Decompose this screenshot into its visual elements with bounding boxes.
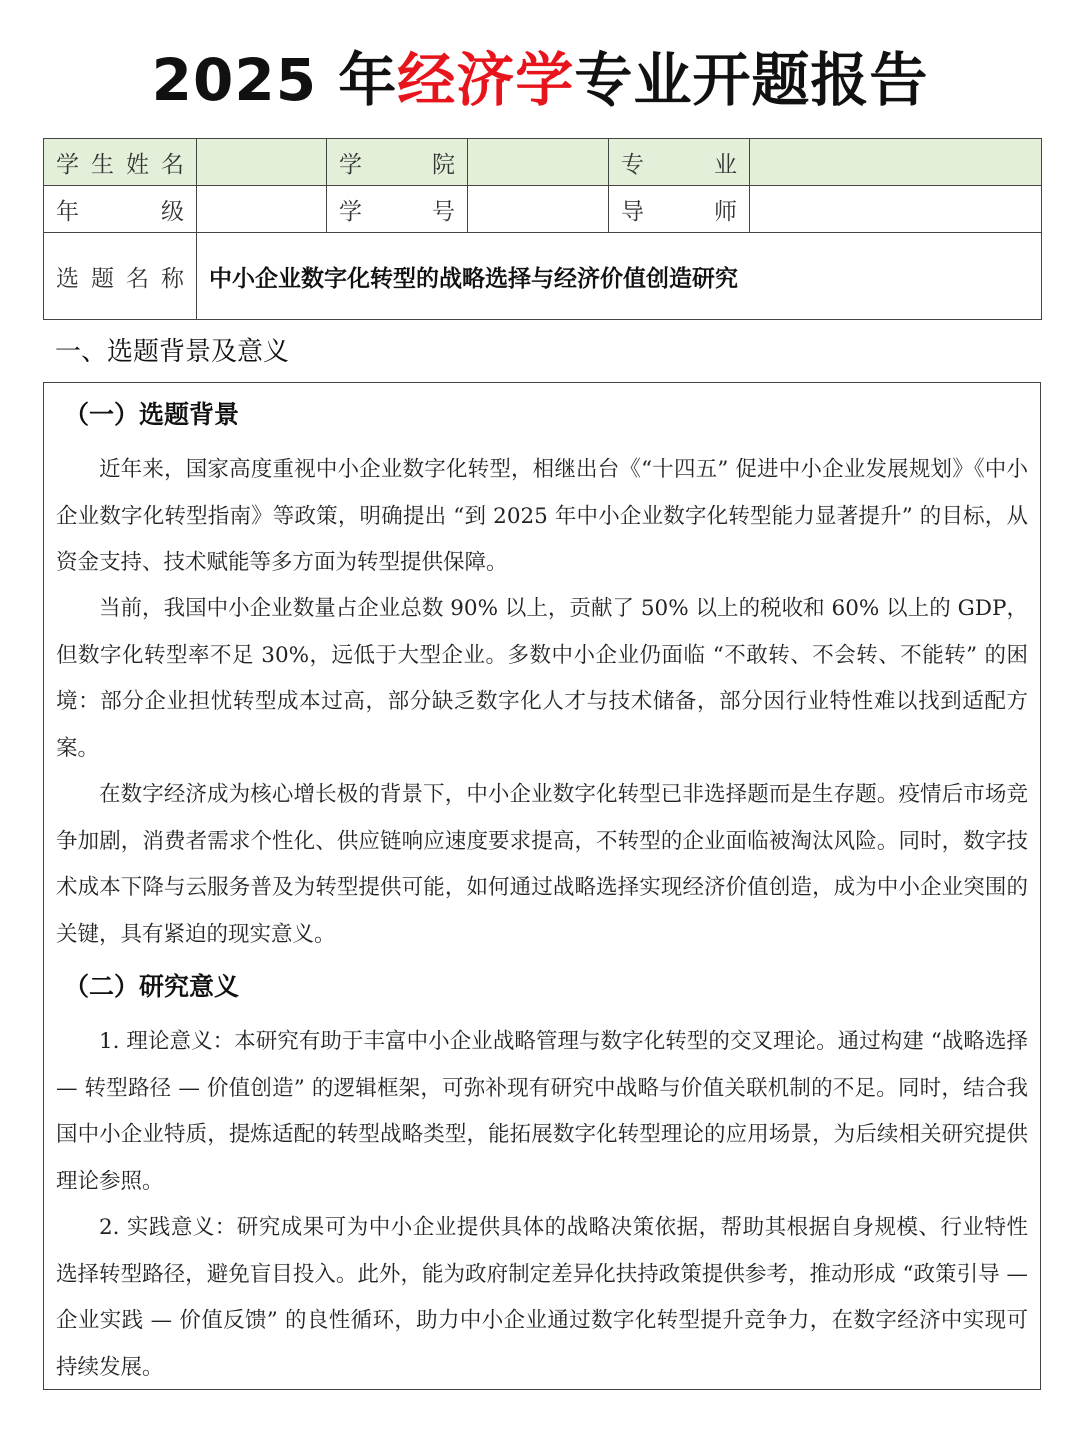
paragraph-practice: 2. 实践意义：研究成果可为中小企业提供具体的战略决策依据，帮助其根据自身规模、行业特性选择转型路径，避免盲目投入。此外，能为政府制定差异化扶持政策提供参考，推动形成 “政策引导 — 企业实践 — 价值反馈” 的良性循环，助力中小企业通过数字化转型提升竞争力，在数字经济中实现可持续发展。: [56, 1215, 1028, 1380]
title-rest: 专业开题报告: [574, 46, 929, 114]
info-table: [43, 138, 1042, 320]
info-row-1: [44, 139, 1042, 186]
paragraph-theory: 1. 理论意义：本研究有助于丰富中小企业战略管理与数字化转型的交叉理论。通过构建 “战略选择 — 转型路径 — 价值创造” 的逻辑框架，可弥补现有研究中战略与价值关联机制的不足。同时，结合我国中小企业特质，提炼适配的转型战略类型，能拓展数字化转型理论的应用场景，为后续相关研究提供理论参照。: [56, 1029, 1028, 1194]
subsection-background-heading: （一）选题背景: [64, 400, 240, 429]
title-highlight: 经济学: [397, 46, 575, 114]
subsection-significance-heading: （二）研究意义: [64, 972, 240, 1001]
topic-label: 选 题 名 称: [44, 233, 197, 320]
info-row-3: [44, 233, 1042, 320]
topic-value: 中小企业数字化转型的战略选择与经济价值创造研究: [197, 233, 1042, 320]
section-heading: 一、选题背景及意义: [55, 337, 290, 367]
paragraph-status: 当前，我国中小企业数量占企业总数 90% 以上，贡献了 50% 以上的税收和 60% 以上的 GDP，但数字化转型率不足 30%，远低于大型企业。多数中小企业仍面临 “不敢转、不会转、不能转” 的困境：部分企业担忧转型成本过高，部分缺乏数字化人才与技术储备，部分因行业特性难以找到适配方案。: [56, 596, 1028, 761]
content-box: [43, 382, 1041, 1390]
paragraph-policy: 近年来，国家高度重视中小企业数字化转型，相继出台《“十四五” 促进中小企业发展规划》《中小企业数字化转型指南》等政策，明确提出 “到 2025 年中小企业数字化转型能力显著提升” 的目标，从资金支持、技术赋能等多方面为转型提供保障。: [56, 457, 1028, 575]
student-name-field[interactable]: [197, 139, 327, 186]
grade-field[interactable]: [197, 186, 327, 233]
grade-label: 年 级: [44, 186, 197, 233]
student-id-field[interactable]: [468, 186, 609, 233]
title-year: 2025 年: [151, 46, 398, 114]
student-name-label: 学 生 姓 名: [44, 139, 197, 186]
college-label: 学 院: [327, 139, 468, 186]
major-field[interactable]: [750, 139, 1042, 186]
advisor-label: 导 师: [609, 186, 750, 233]
major-label: 专 业: [609, 139, 750, 186]
page-title: [0, 30, 1080, 130]
paragraph-context: 在数字经济成为核心增长极的背景下，中小企业数字化转型已非选择题而是生存题。疫情后市场竞争加剧，消费者需求个性化、供应链响应速度要求提高，不转型的企业面临被淘汰风险。同时，数字技术成本下降与云服务普及为转型提供可能，如何通过战略选择实现经济价值创造，成为中小企业突围的关键，具有紧迫的现实意义。: [56, 782, 1028, 947]
college-field[interactable]: [468, 139, 609, 186]
advisor-field[interactable]: [750, 186, 1042, 233]
student-id-label: 学 号: [327, 186, 468, 233]
info-row-2: [44, 186, 1042, 233]
